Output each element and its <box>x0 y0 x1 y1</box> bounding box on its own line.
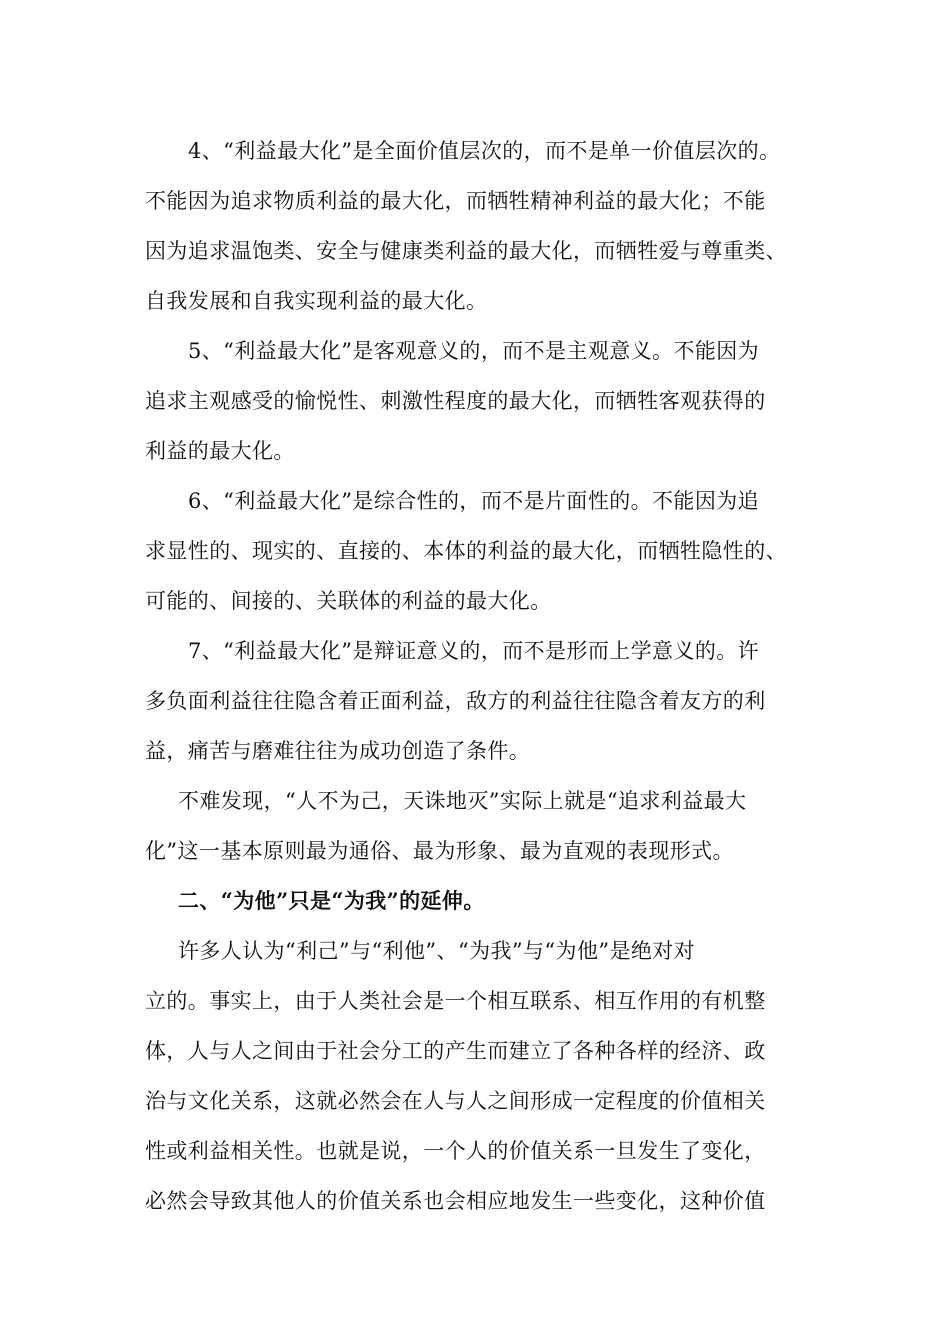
section-paragraph-line-1: 许多人认为“利己”与“利他”、“为我”与“为他”是绝对对 <box>178 939 696 963</box>
paragraph-4-line-4: 自我发展和自我实现利益的最大化。 <box>145 289 488 313</box>
section-paragraph-line-3: 体，人与人之间由于社会分工的产生而建立了各种各样的经济、政 <box>145 1039 766 1063</box>
paragraph-5-line-1: 5、“利益最大化”是客观意义的，而不是主观意义。不能因为 <box>188 339 760 363</box>
section-paragraph-line-5: 性或利益相关性。也就是说，一个人的价值关系一旦发生了变化， <box>145 1139 766 1163</box>
paragraph-6-line-1: 6、“利益最大化”是综合性的，而不是片面性的。不能因为追 <box>188 489 760 513</box>
conclusion-line-2: 化”这一基本原则最为通俗、最为形象、最为直观的表现形式。 <box>145 839 734 863</box>
section-paragraph-line-4: 治与文化关系，这就必然会在人与人之间形成一定程度的价值相关 <box>145 1089 766 1113</box>
paragraph-4-line-3: 因为追求温饱类、安全与健康类利益的最大化，而牺牲爱与尊重类、 <box>145 239 787 263</box>
paragraph-5-line-2: 追求主观感受的愉悦性、刺激性程度的最大化，而牺牲客观获得的 <box>145 389 766 413</box>
section-paragraph-line-2: 立的。事实上，由于人类社会是一个相互联系、相互作用的有机整 <box>145 989 766 1013</box>
paragraph-7-line-1: 7、“利益最大化”是辩证意义的，而不是形而上学意义的。许 <box>188 639 760 663</box>
conclusion-line-1: 不难发现，“人不为己，天诛地灭”实际上就是“追求利益最大 <box>178 789 747 813</box>
paragraph-4-line-1: 4、“利益最大化”是全面价值层次的，而不是单一价值层次的。 <box>188 139 781 163</box>
section-paragraph-line-6: 必然会导致其他人的价值关系也会相应地发生一些变化，这种价值 <box>145 1189 766 1213</box>
paragraph-5-line-3: 利益的最大化。 <box>145 439 295 463</box>
paragraph-6-line-3: 可能的、间接的、关联体的利益的最大化。 <box>145 589 552 613</box>
section-heading: 二、“为他”只是“为我”的延伸。 <box>178 888 485 913</box>
paragraph-7-line-2: 多负面利益往往隐含着正面利益，敌方的利益往往隐含着友方的利 <box>145 689 766 713</box>
paragraph-4-line-2: 不能因为追求物质利益的最大化，而牺牲精神利益的最大化；不能 <box>145 189 766 213</box>
paragraph-6-line-2: 求显性的、现实的、直接的、本体的利益的最大化，而牺牲隐性的、 <box>145 539 787 563</box>
paragraph-7-line-3: 益，痛苦与磨难往往为成功创造了条件。 <box>145 739 531 763</box>
